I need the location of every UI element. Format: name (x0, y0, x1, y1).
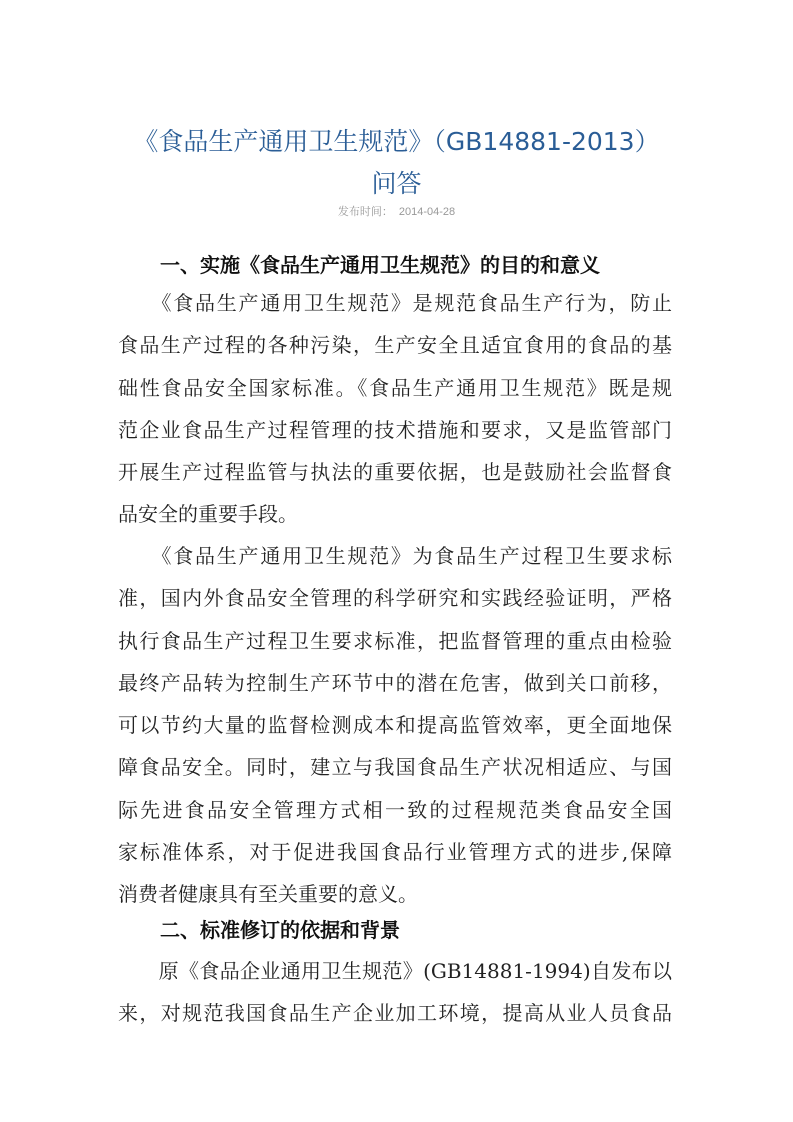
text-line: 品安全的重要手段。 (118, 502, 298, 527)
publish-label: 发布时间： (337, 206, 393, 218)
document-title-line1: 《食品生产通用卫生规范》（GB14881-2013） (133, 127, 660, 156)
publish-info (0, 203, 793, 219)
text-line: 《食品生产通用卫生规范》为食品生产过程卫生要求标 (118, 544, 672, 568)
text-line: 最终产品转为控制生产环节中的潜在危害，做到关口前移， (118, 670, 672, 695)
text-line: 消费者健康具有至关重要的意义。 (118, 882, 418, 907)
text-line: 家标准体系，对于促进我国食品行业管理方式的进步,保障 (118, 840, 672, 865)
text-line: 开展生产过程监管与执法的重要依据，也是鼓励社会监督食 (118, 460, 672, 485)
text-line: 础性食品安全国家标准。《食品生产通用卫生规范》既是规 (118, 375, 672, 400)
text-line: 执行食品生产过程卫生要求标准，把监督管理的重点由检验 (118, 628, 672, 653)
text-line: 际先进食品安全管理方式相一致的过程规范类食品安全国 (118, 797, 672, 822)
document-title-line2: 问答 (371, 169, 422, 198)
text-line: 食品生产过程的各种污染，生产安全且适宜食用的食品的基 (118, 333, 672, 358)
section-heading-2: 二、标准修订的依据和背景 (160, 918, 400, 942)
text-line: 原《食品企业通用卫生规范》(GB14881-1994)自发布以 (118, 959, 672, 983)
text-line: 准，国内外食品安全管理的科学研究和实践经验证明，严格 (118, 586, 672, 611)
text-line: 《食品生产通用卫生规范》是规范食品生产行为，防止 (118, 291, 672, 315)
text-line: 范企业食品生产过程管理的技术措施和要求，又是监管部门 (118, 417, 672, 442)
text-line: 可以节约大量的监督检测成本和提高监管效率，更全面地保 (118, 713, 672, 738)
text-line: 障食品安全。同时，建立与我国食品生产状况相适应、与国 (118, 755, 672, 780)
text-line: 来，对规范我国食品生产企业加工环境，提高从业人员食品 (118, 1001, 672, 1026)
paragraph (118, 535, 672, 916)
section-heading-1: 一、实施《食品生产通用卫生规范》的目的和意义 (160, 253, 600, 277)
publish-date: 2014-04-28 (398, 206, 456, 218)
paragraph (118, 282, 672, 536)
paragraph (118, 950, 672, 1035)
